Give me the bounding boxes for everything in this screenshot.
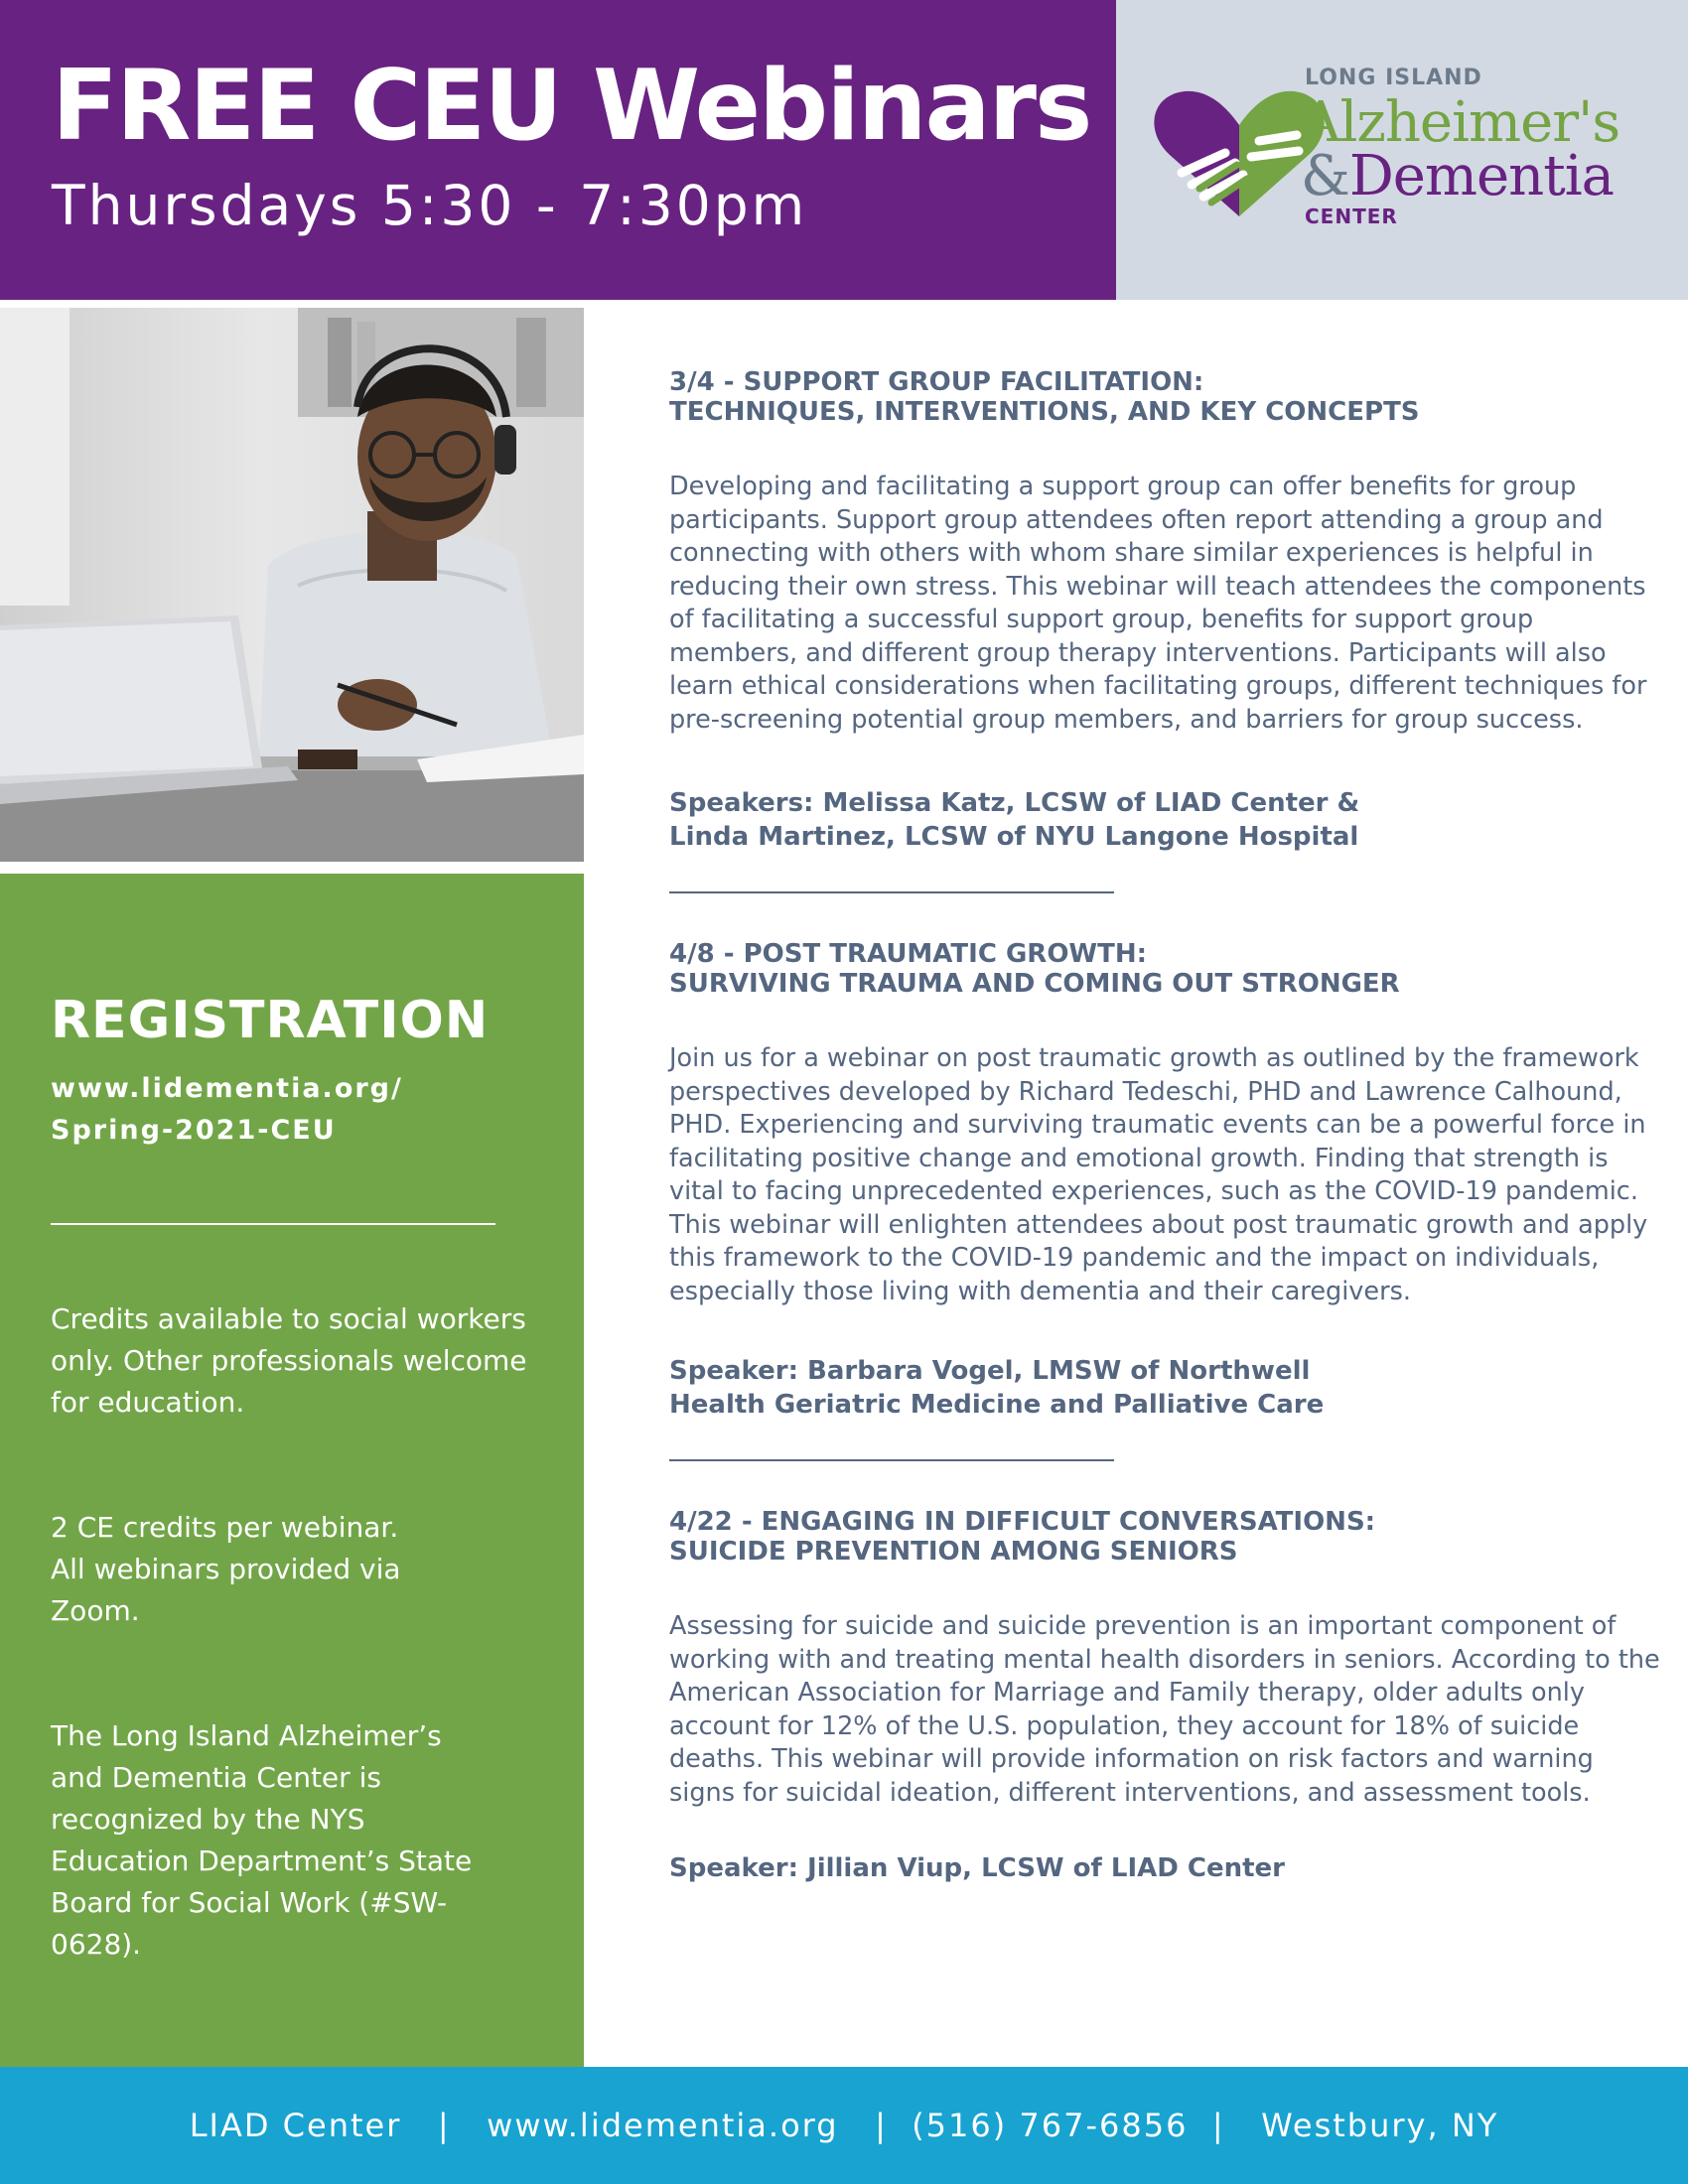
webinar-speaker-line-2: Health Geriatric Medicine and Palliative Care bbox=[669, 1390, 1325, 1420]
webinar-item bbox=[669, 367, 1662, 893]
divider bbox=[51, 1223, 495, 1225]
webinar-speaker bbox=[669, 1354, 1662, 1422]
webinar-description: Developing and facilitating a support group can offer benefits for group participants. Support group attendees often report attending a group and connecting with others with whom share similar experiences is helpful in reducing their own stress. This webinar will teach attendees the components of facilitating a successful support group, benefits for support group members, and different group therapy interventions. Participants will also learn ethical considerations when facilitating groups, different techniques for pre-screening potential group members, and barriers for group success. bbox=[669, 472, 1647, 735]
webinar-item bbox=[669, 1507, 1662, 1885]
logo-text-long-island: LONG ISLAND bbox=[1305, 66, 1482, 90]
logo-text-alzheimers: Alzheimer's bbox=[1301, 90, 1620, 155]
webinar-description: Join us for a webinar on post traumatic growth as outlined by the framework perspectives developed by Richard Tedeschi, PHD and Lawrence Calhound, PHD. Experiencing and surviving traumatic events can be a powerful force in facilitating positive change and emotional growth. Finding that strength is vital to facing unprecedented experiences, such as the COVID-19 pandemic. This webinar will enlighten attendees about post traumatic growth and apply this framework to the COVID-19 pandemic and the impact on individuals, especially those living with dementia and their caregivers. bbox=[669, 1043, 1648, 1306]
webinar-title bbox=[669, 367, 1662, 427]
webinar-speaker-line-1: Speaker: Barbara Vogel, LMSW of Northwell bbox=[669, 1356, 1311, 1386]
webinar-list bbox=[669, 367, 1662, 1885]
webinar-title-line-1: 4/22 - ENGAGING IN DIFFICULT CONVERSATIONS: bbox=[669, 1507, 1376, 1537]
webinar-speaker-line-1: Speakers: Melissa Katz, LCSW of LIAD Center & bbox=[669, 788, 1360, 818]
schedule-subtitle: Thursdays 5:30 - 7:30pm bbox=[52, 174, 808, 237]
recognition-note: The Long Island Alzheimer’s and Dementia Center is recognized by the NYS Education Department’s State Board for Social Work (#SW-0628). bbox=[51, 1719, 473, 1961]
webinar-speaker-line-2: Linda Martinez, LCSW of NYU Langone Hospital bbox=[669, 822, 1359, 852]
webinar-title-line-2: SUICIDE PREVENTION AMONG SENIORS bbox=[669, 1537, 1238, 1567]
webinar-speaker-line-1: Speaker: Jillian Viup, LCSW of LIAD Center bbox=[669, 1853, 1285, 1883]
logo-dementia-word: Dementia bbox=[1348, 144, 1615, 208]
webinar-speaker bbox=[669, 786, 1662, 854]
webinar-title bbox=[669, 1507, 1662, 1567]
header-banner bbox=[0, 0, 1116, 300]
registration-title: REGISTRATION bbox=[51, 991, 490, 1050]
webinar-title-line-1: 3/4 - SUPPORT GROUP FACILITATION: bbox=[669, 367, 1204, 397]
page-title: FREE CEU Webinars bbox=[52, 50, 1091, 163]
logo-panel bbox=[1116, 0, 1688, 300]
registration-url-line-2[interactable]: Spring-2021-CEU bbox=[51, 1115, 337, 1146]
logo-text-dementia bbox=[1301, 144, 1615, 208]
logo-ampersand: & bbox=[1301, 144, 1349, 208]
webinar-title-line-1: 4/8 - POST TRAUMATIC GROWTH: bbox=[669, 939, 1147, 969]
divider bbox=[669, 891, 1114, 893]
ce-credits-note: 2 CE credits per webinar. All webinars provided via Zoom. bbox=[51, 1511, 401, 1627]
registration-panel bbox=[0, 874, 584, 2067]
registration-url[interactable] bbox=[51, 1068, 403, 1152]
webinar-item bbox=[669, 939, 1662, 1461]
logo-text-center: CENTER bbox=[1305, 205, 1398, 228]
webinar-title-line-2: SURVIVING TRAUMA AND COMING OUT STRONGER bbox=[669, 969, 1400, 999]
registration-url-line-1[interactable]: www.lidementia.org/ bbox=[51, 1073, 403, 1104]
credits-note: Credits available to social workers only. Other professionals welcome for education. bbox=[51, 1302, 527, 1419]
webinar-title bbox=[669, 939, 1662, 999]
divider bbox=[669, 1459, 1114, 1461]
footer-bar: LIAD Center | www.lidementia.org | (516) 767-6856 | Westbury, NY bbox=[0, 2067, 1688, 2184]
webinar-description: Assessing for suicide and suicide prevention is an important component of working with and treating mental health disorders in seniors. According to the American Association for Marriage and Family therapy, older adults only account for 12% of the U.S. population, they account for 18% of suicide deaths. This webinar will provide information on risk factors and warning signs for suicidal ideation, different interventions, and assessment tools. bbox=[669, 1611, 1660, 1808]
webinar-title-line-2: TECHNIQUES, INTERVENTIONS, AND KEY CONCEPTS bbox=[669, 397, 1420, 427]
webinar-speaker bbox=[669, 1851, 1662, 1885]
man-at-laptop-photo bbox=[0, 308, 584, 862]
